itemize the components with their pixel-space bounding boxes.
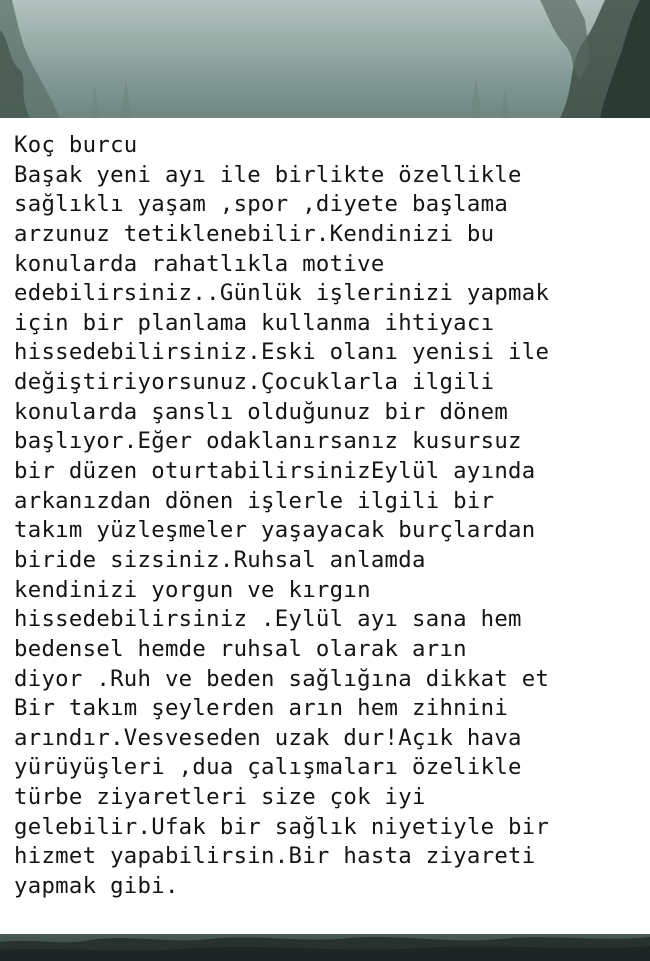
post-text-line: hissedebilirsiniz.Eski olanı yenisi ile (14, 339, 550, 366)
post-text-line: başlıyor.Eğer odaklanırsanız kusursuz (14, 428, 522, 455)
post-text-line: hizmet yapabilirsin.Bir hasta ziyareti (14, 843, 536, 870)
post-text-panel (0, 118, 650, 934)
post-text-line: bedensel hemde ruhsal olarak arın (14, 635, 467, 662)
background-photo-top (0, 0, 650, 118)
post-text-line: arındır.Vesveseden uzak dur!Açık hava (14, 724, 522, 751)
forest-floor-image (0, 934, 650, 961)
post-text-line: kendinizi yorgun ve kırgın (14, 576, 371, 603)
post-text-line: sağlıklı yaşam ,spor ,diyete başlama (14, 191, 509, 218)
post-text-line: konularda rahatlıkla motive (14, 250, 385, 277)
misty-forest-image (0, 0, 650, 118)
post-text-line: biride sizsiniz.Ruhsal anlamda (14, 546, 426, 573)
post-text-line: arzunuz tetiklenebilir.Kendinizi bu (14, 220, 495, 247)
post-text-line: diyor .Ruh ve beden sağlığına dikkat et (14, 665, 550, 692)
horoscope-text (14, 131, 644, 902)
post-text-line: için bir planlama kullanma ihtiyacı (14, 309, 495, 336)
post-text-line: yürüyüşleri ,dua çalışmaları özelikle (14, 754, 522, 781)
post-text-line: arkanızdan dönen işlerle ilgili bir (14, 487, 495, 514)
post-text-line: türbe ziyaretleri size çok iyi (14, 784, 426, 811)
post-text-line: yapmak gibi. (14, 873, 179, 900)
post-text-line: değiştiriyorsunuz.Çocuklarla ilgili (14, 369, 495, 396)
post-text-line: konularda şanslı olduğunuz bir dönem (14, 398, 509, 425)
post-text-line: edebilirsiniz..Günlük işlerinizi yapmak (14, 280, 550, 307)
background-photo-bottom (0, 934, 650, 961)
post-text-line: takım yüzleşmeler yaşayacak burçlardan (14, 517, 536, 544)
post-text-line: Bir takım şeylerden arın hem zihnini (14, 695, 509, 722)
post-text-line: gelebilir.Ufak bir sağlık niyetiyle bir (14, 813, 550, 840)
post-text-line: Başak yeni ayı ile birlikte özellikle (14, 161, 522, 188)
post-title: Koç burcu (14, 132, 138, 158)
post-text-line: bir düzen oturtabilirsinizEylül ayında (14, 458, 536, 485)
post-text-line: hissedebilirsiniz .Eylül ayı sana hem (14, 606, 522, 633)
